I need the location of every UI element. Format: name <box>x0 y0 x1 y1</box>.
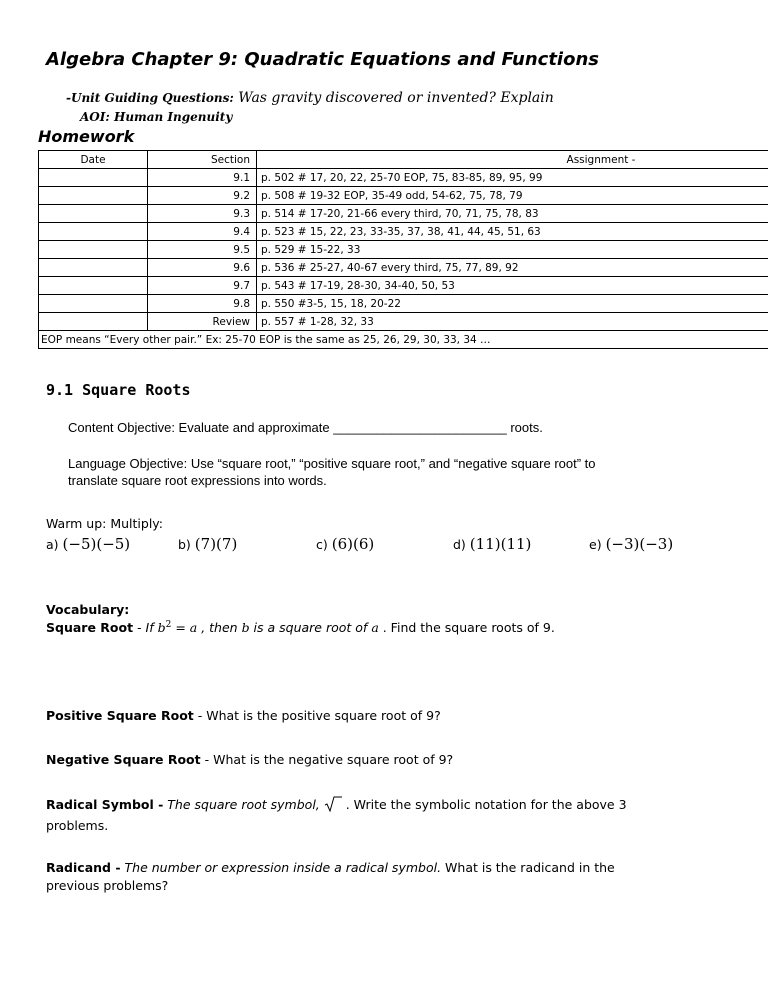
warmup-b-expr: (7)(7) <box>194 535 238 553</box>
section-cell: 9.7 <box>148 277 257 295</box>
col-date-header: Date <box>39 151 148 169</box>
warmup-a <box>46 535 130 553</box>
date-cell <box>39 313 148 331</box>
table-row <box>39 223 768 241</box>
warmup-a-label: a) <box>46 537 59 552</box>
col-section-header: Section <box>148 151 257 169</box>
warmup-e <box>589 535 673 553</box>
language-objective-line1: Language Objective: Use “square root,” “positive square root,” and “negative square root” to <box>68 456 596 471</box>
date-cell <box>39 241 148 259</box>
warmup-c-expr: (6)(6) <box>331 535 375 553</box>
assignment-cell: p. 508 # 19-32 EOP, 35-49 odd, 54-62, 75, 78, 79 <box>257 187 768 205</box>
warmup-d-label: d) <box>453 537 466 552</box>
warmup-c <box>316 535 374 553</box>
radical-symbol-term: Radical Symbol - <box>46 797 164 812</box>
language-objective-line2: translate square root expressions into words. <box>68 473 327 488</box>
date-cell <box>39 169 148 187</box>
guiding-questions <box>66 90 554 106</box>
section-cell: 9.1 <box>148 169 257 187</box>
table-row <box>39 187 768 205</box>
warmup-label: Warm up: Multiply: <box>46 516 163 531</box>
radical-symbol-line2: problems. <box>46 818 109 833</box>
section-cell: Review <box>148 313 257 331</box>
table-row <box>39 259 768 277</box>
warmup-e-label: e) <box>589 537 602 552</box>
col-assignment-header: Assignment - <box>257 151 768 169</box>
assignment-cell: p. 502 # 17, 20, 22, 25-70 EOP, 75, 83-85, 89, 95, 99 <box>257 169 768 187</box>
aoi-line: AOI: Human Ingenuity <box>80 110 233 124</box>
warmup-b-label: b) <box>178 537 191 552</box>
date-cell <box>39 205 148 223</box>
homework-heading: Homework <box>38 127 135 146</box>
table-row <box>39 169 768 187</box>
warmup-a-expr: (−5)(−5) <box>62 535 131 553</box>
assignment-cell: p. 557 # 1-28, 32, 33 <box>257 313 768 331</box>
square-root-definition: Square Root - If $b^2 = a$ , then b is a square root of a . Find the square roots of 9. <box>46 620 555 636</box>
assignment-cell: p. 523 # 15, 22, 23, 33-35, 37, 38, 41, 44, 45, 51, 63 <box>257 223 768 241</box>
square-root-term: Square Root <box>46 620 134 636</box>
date-cell <box>39 259 148 277</box>
radicand-term: Radicand - <box>46 860 121 875</box>
vocabulary-heading: Vocabulary: <box>46 602 130 617</box>
warmup-d-expr: (11)(11) <box>469 535 532 553</box>
date-cell <box>39 187 148 205</box>
date-cell <box>39 223 148 241</box>
section-cell: 9.8 <box>148 295 257 313</box>
assignment-cell: p. 550 #3-5, 15, 18, 20-22 <box>257 295 768 313</box>
date-cell <box>39 277 148 295</box>
table-row <box>39 241 768 259</box>
section-cell: 9.3 <box>148 205 257 223</box>
guiding-label: -Unit Guiding Questions: <box>66 91 234 105</box>
warmup-d <box>453 535 531 553</box>
positive-square-root: Positive Square Root - What is the positive square root of 9? <box>46 708 441 723</box>
section-cell: 9.5 <box>148 241 257 259</box>
negative-square-root: Negative Square Root - What is the negative square root of 9? <box>46 752 454 767</box>
section-cell: 9.4 <box>148 223 257 241</box>
homework-header-row <box>39 151 768 169</box>
assignment-cell: p. 529 # 15-22, 33 <box>257 241 768 259</box>
date-cell <box>39 295 148 313</box>
positive-square-root-term: Positive Square Root <box>46 708 194 723</box>
section-cell: 9.2 <box>148 187 257 205</box>
assignment-cell: p. 536 # 25-27, 40-67 every third, 75, 77, 89, 92 <box>257 259 768 277</box>
radicand-line2: previous problems? <box>46 878 169 893</box>
warmup-c-label: c) <box>316 537 328 552</box>
negative-square-root-term: Negative Square Root <box>46 752 201 767</box>
guiding-text: Was gravity discovered or invented? Explain <box>238 90 554 106</box>
radical-symbol-definition: Radical Symbol - The square root symbol, . Write the symbolic notation for the above 3 <box>46 797 627 812</box>
radicand-definition: Radicand - The number or expression inside a radical symbol. What is the radicand in the <box>46 860 615 875</box>
section-cell: 9.6 <box>148 259 257 277</box>
assignment-cell: p. 514 # 17-20, 21-66 every third, 70, 71, 75, 78, 83 <box>257 205 768 223</box>
assignment-cell: p. 543 # 17-19, 28-30, 34-40, 50, 53 <box>257 277 768 295</box>
table-row <box>39 313 768 331</box>
eop-note-row <box>39 331 768 349</box>
warmup-e-expr: (−3)(−3) <box>605 535 674 553</box>
homework-table <box>38 150 768 349</box>
page-title: Algebra Chapter 9: Quadratic Equations and Functions <box>46 49 599 70</box>
table-row <box>39 295 768 313</box>
eop-note: EOP means “Every other pair.” Ex: 25-70 EOP is the same as 25, 26, 29, 30, 33, 34 … <box>39 331 768 349</box>
warmup-b <box>178 535 237 553</box>
section-heading: 9.1 Square Roots <box>46 381 191 399</box>
radical-icon <box>324 796 342 812</box>
table-row <box>39 277 768 295</box>
table-row <box>39 205 768 223</box>
content-objective: Content Objective: Evaluate and approximate ________________________ roots. <box>68 420 543 435</box>
